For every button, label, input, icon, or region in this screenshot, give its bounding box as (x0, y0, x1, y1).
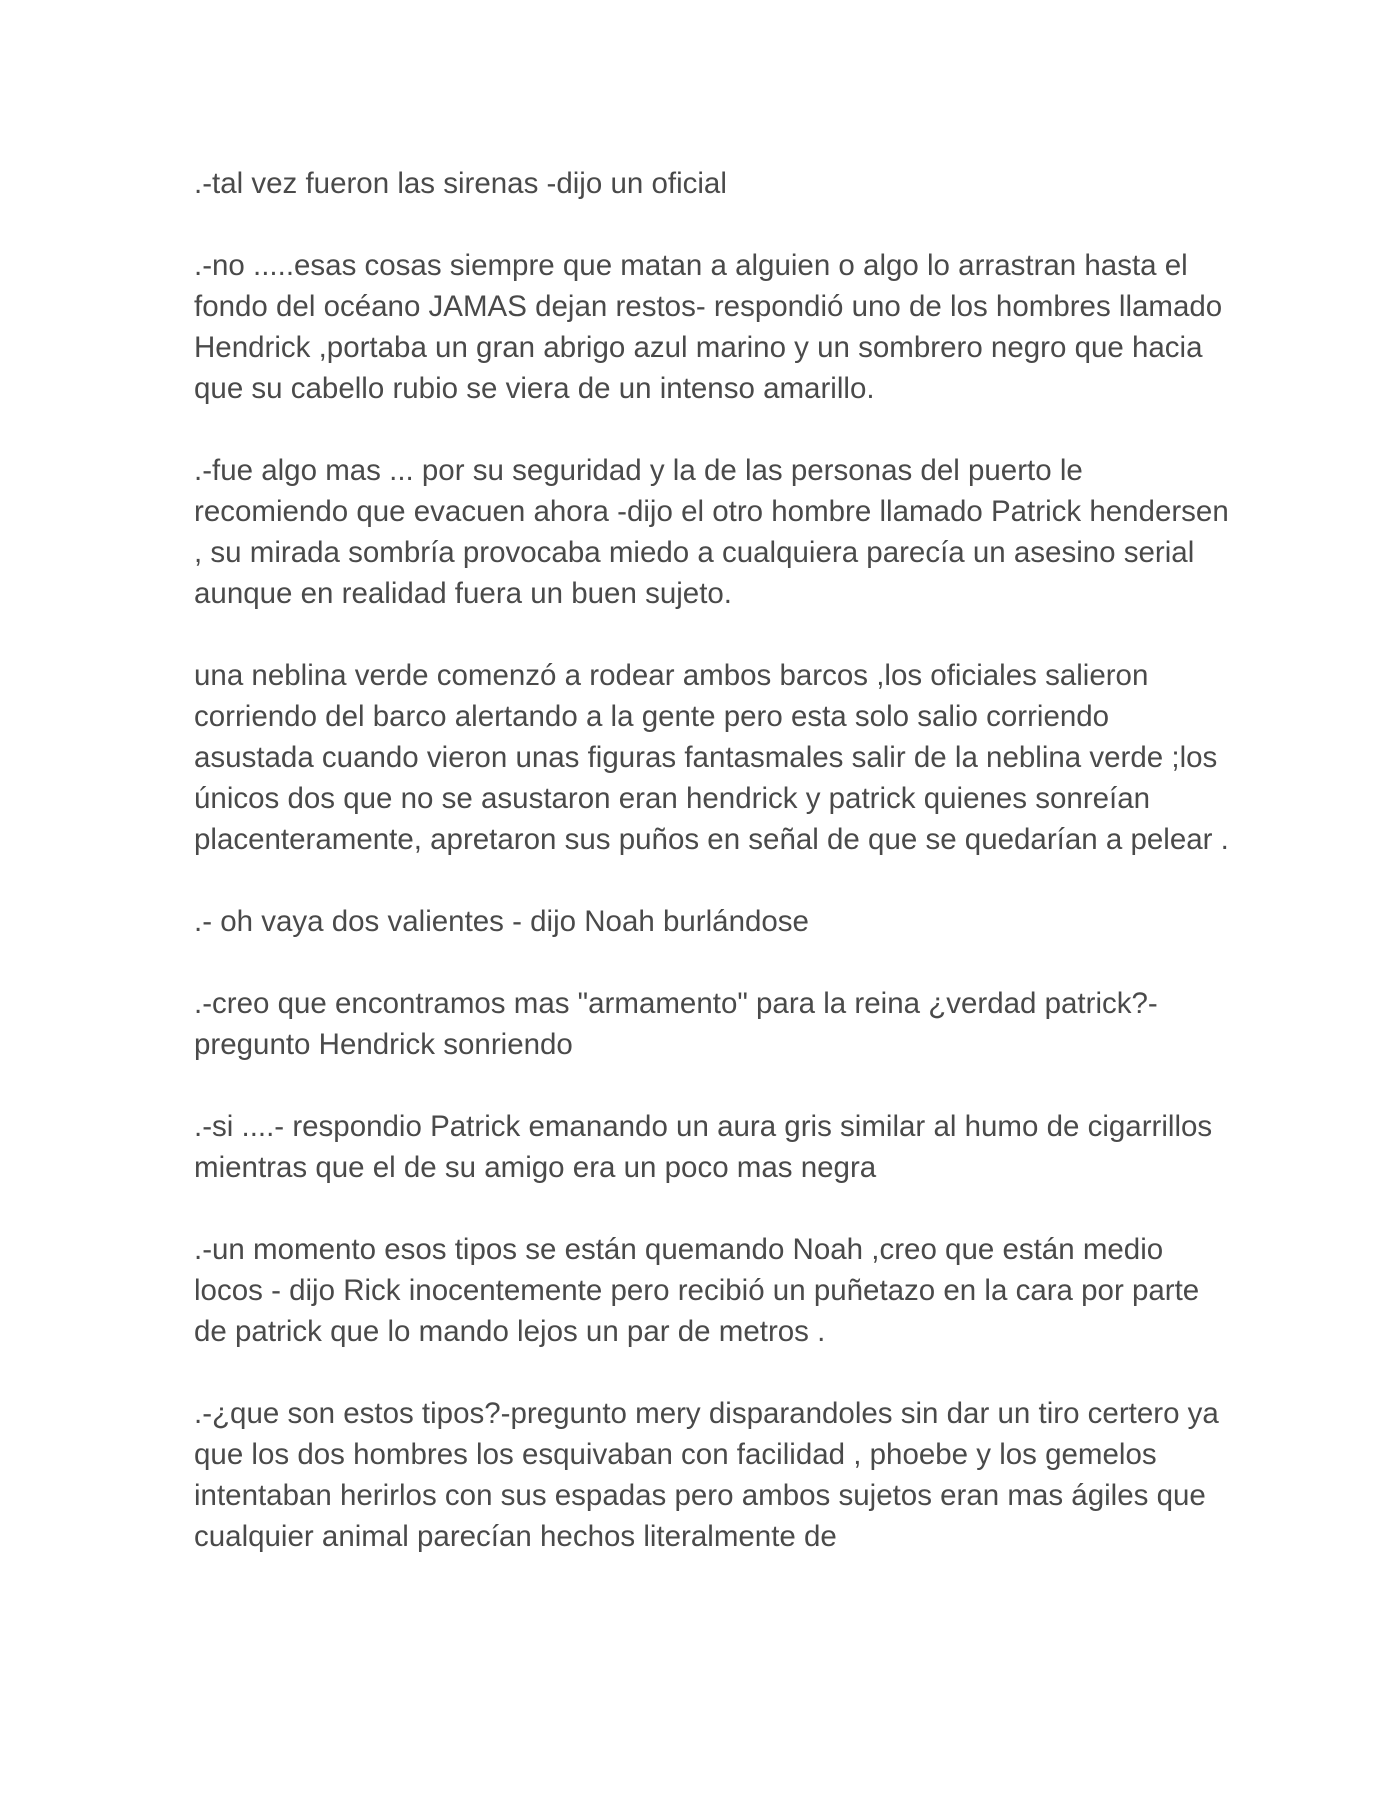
paragraph-7: .-si ....- respondio Patrick emanando un aura gris similar al humo de cigarrillos mientras que el de su amigo era un poco mas negra (194, 1110, 1213, 1184)
paragraph-4: una neblina verde comenzó a rodear ambos barcos ,los oficiales salieron corriendo del barco alertando a la gente pero esta solo salio corriendo asustada cuando vieron unas figuras fantasmales salir de la neblina verde ;los únicos dos que no se asustaron eran hendrick y patrick quienes sonreían placenteramente, apretaron sus puños en señal de que se quedarían a pelear . (194, 659, 1229, 856)
paragraph-2: .-no .....esas cosas siempre que matan a alguien o algo lo arrastran hasta el fondo del océano JAMAS dejan restos- respondió uno de los hombres llamado Hendrick ,portaba un gran abrigo azul marino y un sombrero negro que hacia que su cabello rubio se viera de un intenso amarillo. (194, 249, 1223, 405)
paragraph-8: .-un momento esos tipos se están quemando Noah ,creo que están medio locos - dijo Rick inocentemente pero recibió un puñetazo en la cara por parte de patrick que lo mando lejos un par de metros . (194, 1233, 1200, 1348)
paragraph-3: .-fue algo mas ... por su seguridad y la de las personas del puerto le recomiendo que evacuen ahora -dijo el otro hombre llamado Patrick hendersen , su mirada sombría provocaba miedo a cualquiera parecía un asesino serial aunque en realidad fuera un buen sujeto. (194, 454, 1229, 610)
paragraph-9: .-¿que son estos tipos?-pregunto mery disparandoles sin dar un tiro certero ya que los dos hombres los esquivaban con facilidad , phoebe y los gemelos intentaban herirlos con sus espadas pero ambos sujetos eran mas ágiles que cualquier animal parecían hechos literalmente de (194, 1397, 1219, 1553)
paragraph-6: .-creo que encontramos mas "armamento" para la reina ¿verdad patrick?- pregunto Hendrick sonriendo (194, 987, 1158, 1061)
paragraph-5: .- oh vaya dos valientes - dijo Noah burlándose (194, 905, 809, 938)
paragraph-1: .-tal vez fueron las sirenas -dijo un oficial (194, 167, 727, 200)
body-text (194, 163, 1234, 1557)
